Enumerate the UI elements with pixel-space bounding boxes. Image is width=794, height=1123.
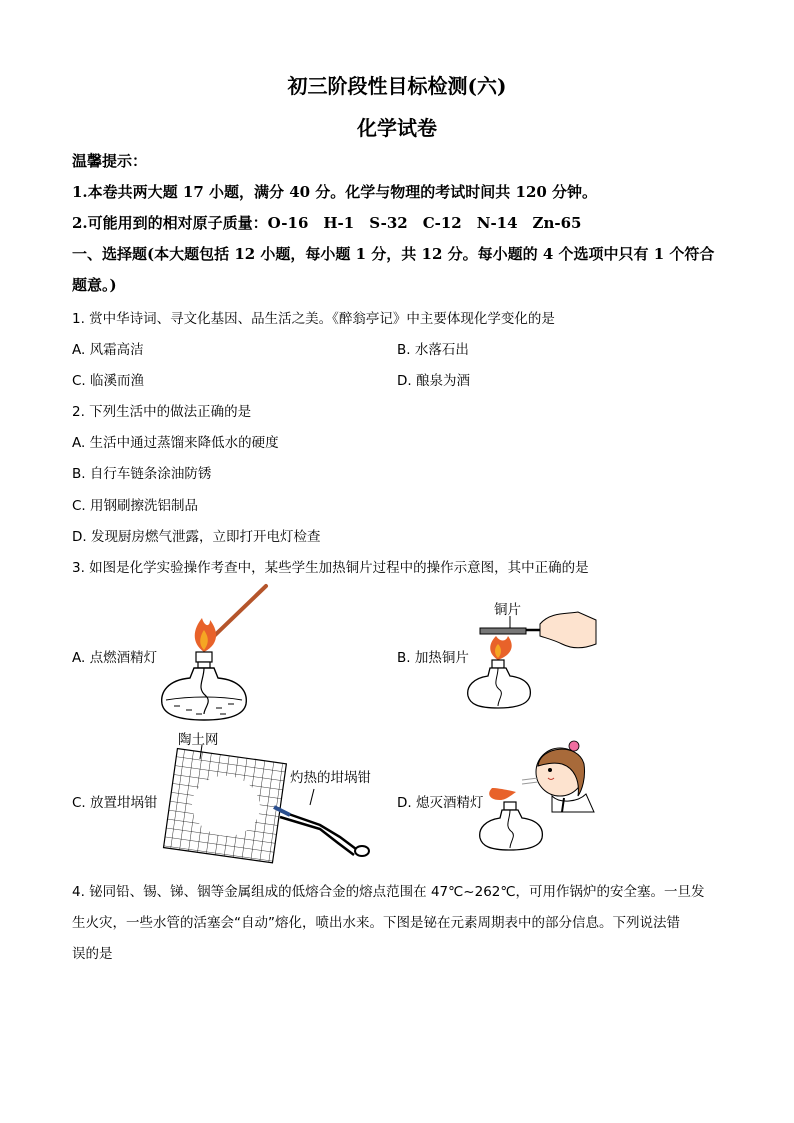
copper-sheet-label: 铜片 [494,602,521,618]
question-2-option-c: C. 用钢刷擦洗铝制品 [72,498,199,514]
question-2-option-d: D. 发现厨房燃气泄露，立即打开电灯检查 [72,529,321,545]
tips-line-1: 1.本卷共两大题 17 小题，满分 40 分。化学与物理的考试时间共 120 分钟。 [72,183,598,201]
question-2-stem: 2. 下列生活中的做法正确的是 [72,404,252,420]
question-4-line-1: 4. 铋同铅、锡、锑、铟等金属组成的低熔合金的熔点范围在 47℃~262℃，可用作锅炉的安全塞。一旦发 [72,884,705,900]
flame-icon [489,788,516,800]
question-4-line-2: 生火灾，一些水管的活塞会“自动”熔化，喷出水来。下图是铋在元素周期表中的部分信息。下列说法错 [72,915,680,931]
question-3-option-c: C. 放置坩埚钳 [72,795,158,811]
question-3-option-a: A. 点燃酒精灯 [72,650,158,666]
section-heading-cont: 题意。) [72,276,117,294]
tongs-label: 灼热的坩埚钳 [290,770,371,786]
hand-icon [540,612,596,648]
section-heading: 一、选择题(本大题包括 12 小题，每小题 1 分，共 12 分。每小题的 4 个选项中只有 1 个符合 [72,245,715,263]
question-2-option-a: A. 生活中通过蒸馏来降低水的硬度 [72,435,279,451]
tips-line-2: 2.可能用到的相对原子质量：O-16 H-1 S-32 C-12 N-14 Zn-65 [72,214,582,232]
question-1-option-a: A. 风霜高洁 [72,342,144,358]
match-stick-icon [212,586,266,638]
question-3-option-d: D. 熄灭酒精灯 [397,795,484,811]
question-1-option-d: D. 酿泉为酒 [397,373,470,389]
figure-b-heating-copper [470,610,600,710]
question-2-option-b: B. 自行车链条涂油防锈 [72,466,212,482]
question-3-option-b: B. 加热铜片 [397,650,469,666]
question-1-option-c: C. 临溪而渔 [72,373,145,389]
page-title: 初三阶段性目标检测(六) [287,74,507,98]
figure-d-blowing-out-lamp [482,738,602,863]
gauze-label: 陶土网 [178,732,219,748]
page-subtitle: 化学试卷 [357,116,437,140]
figure-a-lighting-lamp [160,580,270,725]
copper-sheet-icon [480,628,526,634]
crucible-tongs-icon [280,811,356,849]
flame-icon [490,636,511,660]
question-1-option-b: B. 水落石出 [397,342,469,358]
question-3-stem: 3. 如图是化学实验操作考查中，某些学生加热铜片过程中的操作示意图，其中正确的是 [72,560,589,576]
figure-c-tongs-on-gauze [150,745,380,865]
tips-heading: 温馨提示： [72,152,148,170]
question-1-stem: 1. 赏中华诗词、寻文化基因、品生活之美。《醉翁亭记》中主要体现化学变化的是 [72,311,555,327]
question-4-line-3: 误的是 [72,946,113,962]
